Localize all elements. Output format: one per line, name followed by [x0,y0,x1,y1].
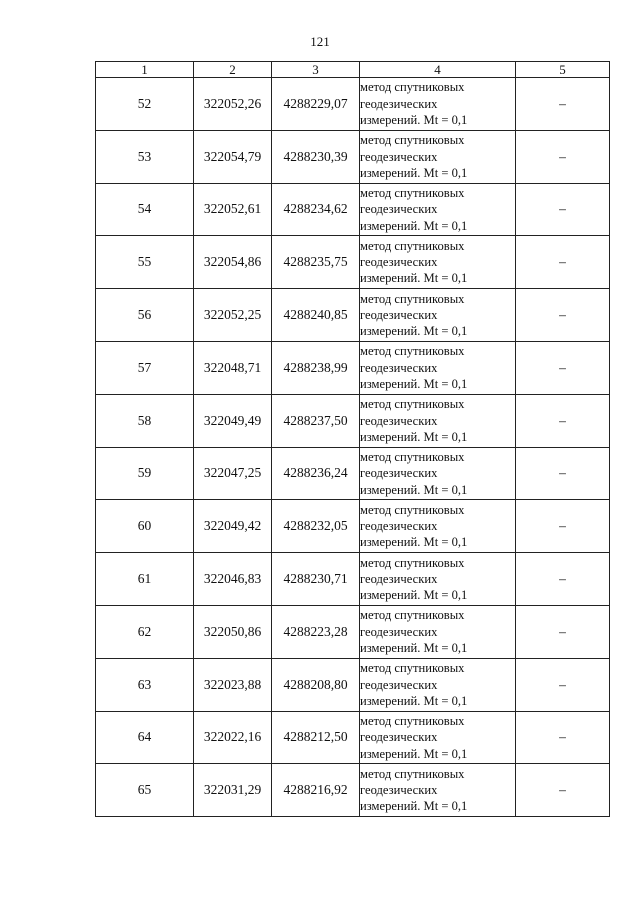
point-number-cell: 63 [96,658,194,711]
method-cell [360,447,516,500]
method-line: метод спутниковых [360,133,465,148]
method-line: измерений. Mt = 0,1 [360,377,468,392]
x-coordinate-cell: 322050,86 [194,605,272,658]
method-cell [360,130,516,183]
table-row [96,711,610,764]
method-line: геодезических [360,624,438,639]
method-line: геодезических [360,255,438,270]
y-coordinate-cell: 4288230,71 [272,553,360,606]
method-line: метод спутниковых [360,397,465,412]
x-coordinate-cell: 322023,88 [194,658,272,711]
note-cell: – [516,711,610,764]
note-cell: – [516,236,610,289]
x-coordinate-cell: 322052,25 [194,289,272,342]
note-cell: – [516,500,610,553]
note-cell: – [516,553,610,606]
x-coordinate-cell: 322054,79 [194,130,272,183]
table-row [96,78,610,131]
y-coordinate-cell: 4288232,05 [272,500,360,553]
method-line: метод спутниковых [360,80,465,95]
point-number-cell: 52 [96,78,194,131]
method-line: измерений. Mt = 0,1 [360,641,468,656]
point-number-cell: 58 [96,394,194,447]
method-line: измерений. Mt = 0,1 [360,746,468,761]
note-cell: – [516,289,610,342]
y-coordinate-cell: 4288237,50 [272,394,360,447]
method-cell [360,764,516,817]
x-coordinate-cell: 322048,71 [194,341,272,394]
method-cell [360,183,516,236]
point-number-cell: 60 [96,500,194,553]
note-cell: – [516,605,610,658]
method-line: измерений. Mt = 0,1 [360,799,468,814]
method-line: метод спутниковых [360,291,465,306]
table-row [96,289,610,342]
table-row [96,183,610,236]
y-coordinate-cell: 4288212,50 [272,711,360,764]
method-line: геодезических [360,571,438,586]
table-header [96,62,610,78]
method-line: геодезических [360,783,438,798]
column-header-1: 1 [96,62,194,78]
method-line: измерений. Mt = 0,1 [360,165,468,180]
method-line: геодезических [360,677,438,692]
method-line: метод спутниковых [360,766,465,781]
method-cell [360,658,516,711]
method-line: измерений. Mt = 0,1 [360,271,468,286]
table-row [96,447,610,500]
x-coordinate-cell: 322052,61 [194,183,272,236]
method-line: метод спутниковых [360,714,465,729]
point-number-cell: 53 [96,130,194,183]
point-number-cell: 64 [96,711,194,764]
x-coordinate-cell: 322047,25 [194,447,272,500]
table-row [96,764,610,817]
method-line: геодезических [360,96,438,111]
method-line: геодезических [360,466,438,481]
note-cell: – [516,183,610,236]
method-line: измерений. Mt = 0,1 [360,324,468,339]
y-coordinate-cell: 4288208,80 [272,658,360,711]
method-cell [360,605,516,658]
table-row [96,341,610,394]
method-line: измерений. Mt = 0,1 [360,482,468,497]
y-coordinate-cell: 4288216,92 [272,764,360,817]
table-row [96,658,610,711]
x-coordinate-cell: 322022,16 [194,711,272,764]
method-line: измерений. Mt = 0,1 [360,535,468,550]
note-cell: – [516,130,610,183]
header-row [96,62,610,78]
x-coordinate-cell: 322049,42 [194,500,272,553]
point-number-cell: 65 [96,764,194,817]
method-line: геодезических [360,360,438,375]
method-line: метод спутниковых [360,344,465,359]
note-cell: – [516,764,610,817]
method-line: геодезических [360,413,438,428]
note-cell: – [516,78,610,131]
x-coordinate-cell: 322054,86 [194,236,272,289]
point-number-cell: 56 [96,289,194,342]
x-coordinate-cell: 322031,29 [194,764,272,817]
method-line: метод спутниковых [360,555,465,570]
method-line: измерений. Mt = 0,1 [360,113,468,128]
table-row [96,500,610,553]
point-number-cell: 59 [96,447,194,500]
column-header-3: 3 [272,62,360,78]
method-line: метод спутниковых [360,238,465,253]
method-line: измерений. Mt = 0,1 [360,429,468,444]
table-body [96,78,610,817]
table-row [96,553,610,606]
method-line: измерений. Mt = 0,1 [360,588,468,603]
y-coordinate-cell: 4288230,39 [272,130,360,183]
method-line: метод спутниковых [360,450,465,465]
method-line: геодезических [360,730,438,745]
method-cell [360,289,516,342]
x-coordinate-cell: 322049,49 [194,394,272,447]
method-cell [360,78,516,131]
method-line: метод спутниковых [360,186,465,201]
method-cell [360,711,516,764]
table-row [96,605,610,658]
point-number-cell: 57 [96,341,194,394]
x-coordinate-cell: 322046,83 [194,553,272,606]
note-cell: – [516,658,610,711]
note-cell: – [516,341,610,394]
method-line: геодезических [360,519,438,534]
method-line: геодезических [360,307,438,322]
y-coordinate-cell: 4288238,99 [272,341,360,394]
method-cell [360,341,516,394]
method-line: метод спутниковых [360,502,465,517]
table-row [96,130,610,183]
column-header-5: 5 [516,62,610,78]
method-line: геодезических [360,149,438,164]
point-number-cell: 55 [96,236,194,289]
y-coordinate-cell: 4288234,62 [272,183,360,236]
note-cell: – [516,394,610,447]
method-cell [360,394,516,447]
note-cell: – [516,447,610,500]
column-header-2: 2 [194,62,272,78]
point-number-cell: 62 [96,605,194,658]
point-number-cell: 54 [96,183,194,236]
coordinates-table [95,61,610,817]
method-line: измерений. Mt = 0,1 [360,218,468,233]
y-coordinate-cell: 4288223,28 [272,605,360,658]
y-coordinate-cell: 4288240,85 [272,289,360,342]
method-cell [360,500,516,553]
column-header-4: 4 [360,62,516,78]
y-coordinate-cell: 4288235,75 [272,236,360,289]
page-number: 121 [310,34,330,49]
y-coordinate-cell: 4288236,24 [272,447,360,500]
y-coordinate-cell: 4288229,07 [272,78,360,131]
method-cell [360,553,516,606]
method-line: метод спутниковых [360,661,465,676]
table-row [96,394,610,447]
method-line: геодезических [360,202,438,217]
method-cell [360,236,516,289]
method-line: метод спутниковых [360,608,465,623]
point-number-cell: 61 [96,553,194,606]
x-coordinate-cell: 322052,26 [194,78,272,131]
method-line: измерений. Mt = 0,1 [360,693,468,708]
table-row [96,236,610,289]
